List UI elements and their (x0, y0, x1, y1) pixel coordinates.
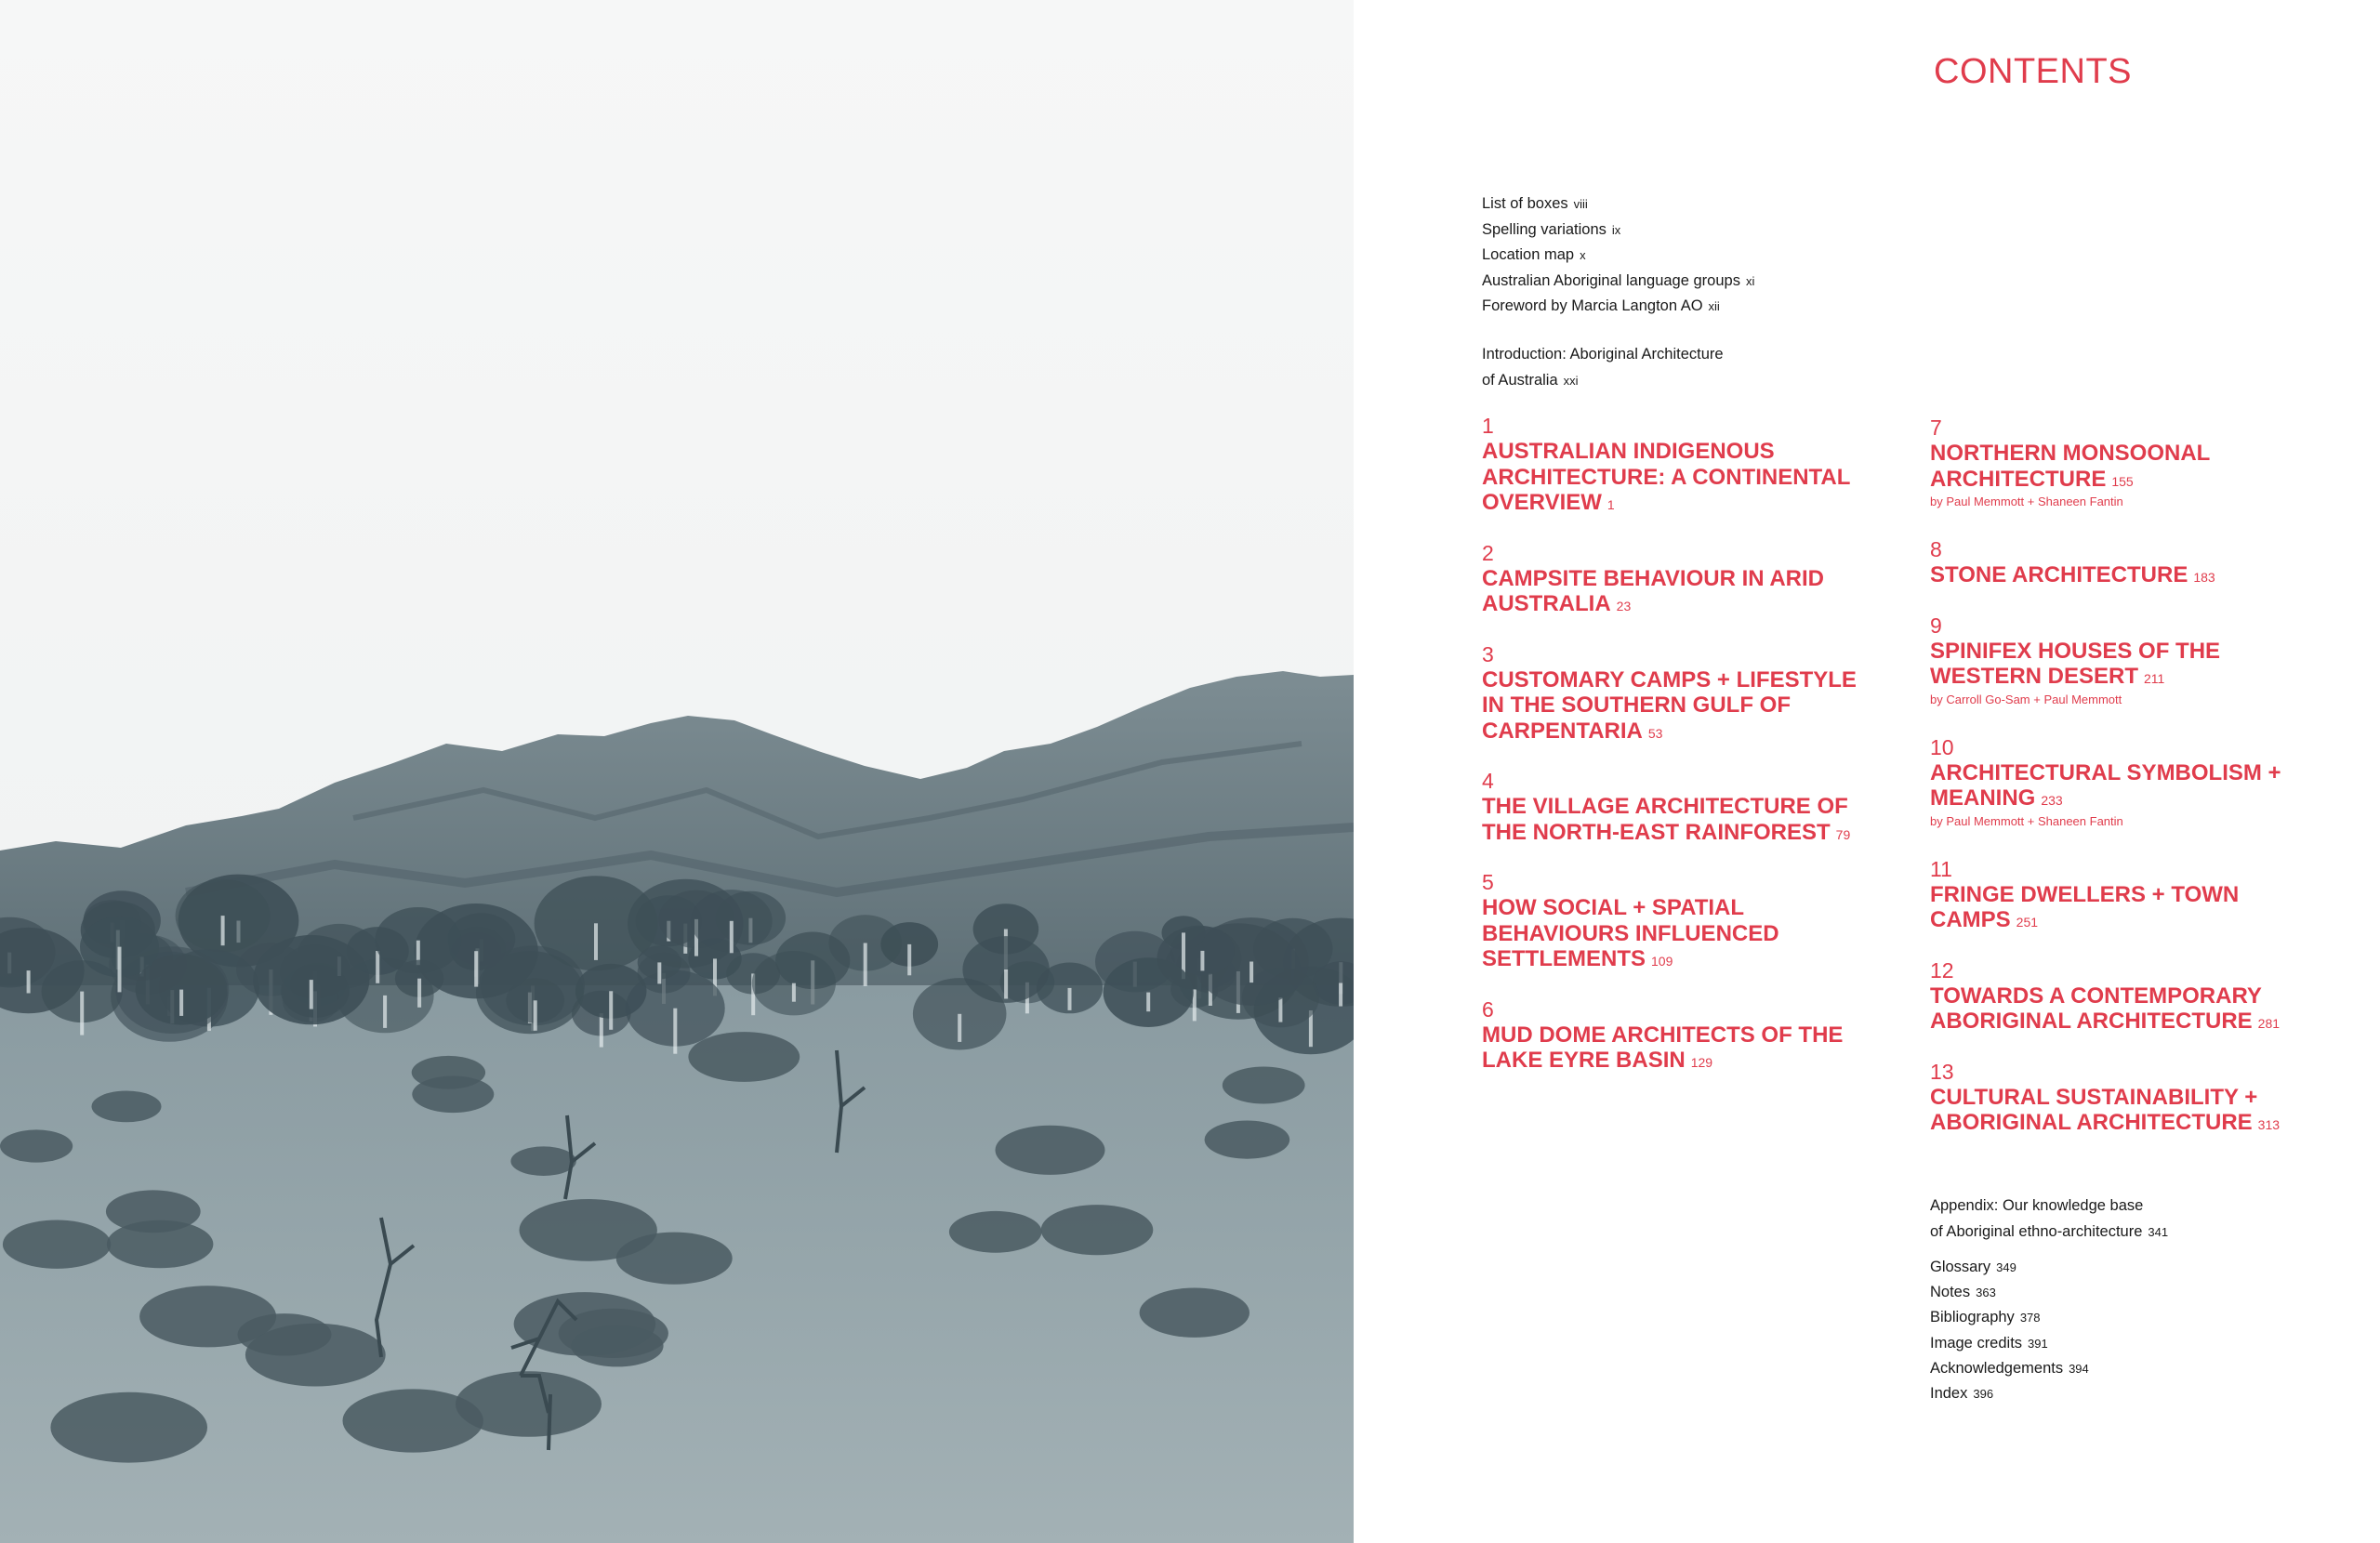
mound (1205, 1121, 1290, 1159)
back-matter-item[interactable] (1930, 1280, 2089, 1305)
entry-label: Foreword by Marcia Langton AO (1482, 297, 1703, 314)
tree-trunk (221, 916, 225, 945)
tree-trunk (730, 921, 734, 954)
mound (510, 1146, 575, 1176)
chapter-number: 4 (1482, 769, 1494, 793)
chapter-title: TOWARDS A CONTEMPORARY ABORIGINAL ARCHITECTURE (1930, 983, 2262, 1034)
mound (688, 1032, 800, 1082)
mound (1041, 1205, 1154, 1255)
chapter-title: CUSTOMARY CAMPS + LIFESTYLE IN THE SOUTHERN GULF OF CARPENTARIA (1482, 666, 1857, 744)
chapter-title: FRINGE DWELLERS + TOWN CAMPS (1930, 881, 2240, 932)
mound (456, 1371, 602, 1437)
entry-page: 391 (2028, 1336, 2048, 1351)
tree-trunk (310, 980, 313, 1009)
mound (92, 1091, 162, 1123)
back-matter-item[interactable] (1930, 1305, 2089, 1330)
tree-trunk (80, 992, 84, 1035)
tree-trunk (657, 962, 661, 983)
mound (50, 1392, 207, 1463)
chapter-title: HOW SOCIAL + SPATIAL BEHAVIOURS INFLUENCED SETTLEMENTS (1482, 895, 1779, 971)
intro-line-2: of Australia (1482, 371, 1558, 389)
chapter-title: ARCHITECTURAL SYMBOLISM + MEANING (1930, 759, 2281, 811)
mound (1223, 1067, 1305, 1104)
tree-trunk (609, 991, 613, 1030)
back-matter-item[interactable] (1930, 1331, 2089, 1356)
entry-label: Notes (1930, 1284, 1971, 1301)
chapter-number: 12 (1930, 957, 1954, 983)
chapter-entry[interactable] (1482, 413, 1872, 516)
mound (996, 1126, 1105, 1175)
chapter-page: 53 (1647, 725, 1663, 741)
chapter-number: 1 (1482, 414, 1494, 438)
chapter-number: 11 (1930, 856, 1952, 881)
chapter-author: by Carroll Go-Sam + Paul Memmott (1930, 692, 2122, 706)
tree-trunk (417, 979, 421, 1008)
chapter-number: 8 (1930, 537, 1942, 561)
chapter-page: 129 (1690, 1055, 1713, 1070)
back-matter-list (1930, 1255, 2089, 1406)
tree-trunk (600, 1013, 603, 1048)
chapter-entry[interactable] (1930, 415, 2320, 512)
tree-trunk (958, 1014, 961, 1042)
chapter-entry[interactable] (1482, 996, 1872, 1074)
chapter-number: 5 (1482, 870, 1494, 894)
tree-trunk (118, 947, 122, 993)
chapter-title: SPINIFEX HOUSES OF THE WESTERN DESERT (1930, 638, 2221, 689)
front-matter-item[interactable] (1482, 243, 1754, 269)
tree-trunk (534, 1000, 537, 1031)
entry-label: Spelling variations (1482, 220, 1606, 238)
chapter-number: 9 (1930, 613, 1942, 638)
entry-page: 394 (2069, 1361, 2089, 1376)
tree-trunk (673, 1009, 677, 1054)
mound (0, 1129, 73, 1162)
mound (412, 1076, 494, 1114)
chapter-title: STONE ARCHITECTURE (1930, 562, 2188, 587)
chapter-number: 13 (1930, 1059, 1954, 1084)
mound (238, 1313, 332, 1355)
entry-label: Australian Aboriginal language groups (1482, 271, 1740, 289)
chapter-title: CAMPSITE BEHAVIOUR IN ARID AUSTRALIA (1482, 565, 1825, 616)
mound (520, 1199, 657, 1261)
chapter-page: 233 (2041, 793, 2063, 808)
chapter-page: 109 (1651, 954, 1673, 969)
front-matter-item[interactable] (1482, 218, 1754, 244)
entry-page: 349 (1996, 1260, 2016, 1274)
mound (1140, 1288, 1250, 1338)
chapter-page: 1 (1606, 497, 1615, 512)
back-matter-item[interactable] (1930, 1381, 2089, 1406)
entry-page: viii (1573, 197, 1588, 211)
tree-trunk (1339, 983, 1342, 1007)
chapter-number: 7 (1930, 415, 1942, 440)
tree-trunk (594, 923, 598, 960)
tree-trunk (1004, 969, 1008, 999)
tree-trunk (179, 990, 183, 1016)
chapter-entry[interactable] (1482, 869, 1872, 972)
entry-page: x (1580, 248, 1586, 262)
entry-page: 363 (1976, 1286, 1996, 1300)
front-matter-item[interactable] (1482, 269, 1754, 295)
tree-trunk (907, 944, 911, 975)
chapter-title: NORTHERN MONSOONAL ARCHITECTURE (1930, 441, 2210, 492)
chapters-column-right (1930, 415, 2339, 1160)
chapter-number: 6 (1482, 996, 1494, 1022)
back-matter-item[interactable] (1930, 1255, 2089, 1280)
entry-page: ix (1611, 222, 1621, 237)
chapter-entry[interactable] (1930, 1059, 2320, 1136)
tree-trunk (792, 983, 796, 1002)
chapter-entry[interactable] (1482, 540, 1872, 617)
chapter-title: THE VILLAGE ARCHITECTURE OF THE NORTH-EAST RAINFOREST (1482, 794, 1848, 845)
appendix-line-1: Appendix: Our knowledge base (1930, 1197, 2144, 1214)
chapter-page: 183 (2193, 570, 2215, 585)
chapter-author: by Paul Memmott + Shaneen Fantin (1930, 813, 2123, 828)
tree-trunk (1068, 988, 1072, 1010)
entry-page: 378 (2019, 1311, 2041, 1325)
entry-page: xi (1745, 273, 1755, 288)
tree-trunk (1250, 962, 1253, 983)
tree-trunk (864, 943, 867, 986)
entry-label: Glossary (1930, 1259, 1991, 1275)
entry-label: Index (1930, 1385, 1968, 1403)
chapter-entry[interactable] (1930, 856, 2320, 933)
chapter-author: by Paul Memmott + Shaneen Fantin (1930, 495, 2123, 508)
entry-label: List of boxes (1482, 195, 1568, 212)
mound (3, 1220, 111, 1269)
tree-trunk (474, 951, 478, 986)
chapter-number: 2 (1482, 540, 1494, 565)
appendix-page: 341 (2148, 1224, 2169, 1239)
chapter-page: 211 (2144, 671, 2165, 686)
entry-label: Bibliography (1930, 1309, 2015, 1326)
tree-trunk (376, 951, 379, 983)
chapter-entry[interactable] (1930, 957, 2320, 1035)
entry-label: Location map (1482, 246, 1575, 263)
front-matter-list (1482, 191, 1754, 320)
chapter-title: MUD DOME ARCHITECTS OF THE LAKE EYRE BASIN (1482, 1022, 1844, 1073)
introduction-entry[interactable] (1482, 342, 1724, 393)
chapter-page: 79 (1835, 826, 1851, 842)
chapter-page: 155 (2111, 473, 2134, 489)
entry-label: Acknowledgements (1930, 1359, 2064, 1377)
chapter-entry[interactable] (1930, 734, 2320, 832)
tree-trunk (1200, 951, 1204, 971)
appendix-line-2: of Aboriginal ethno-architecture (1930, 1222, 2143, 1240)
chapter-number: 3 (1482, 641, 1494, 666)
chapter-title: CULTURAL SUSTAINABILITY + ABORIGINAL ARCHITECTURE (1930, 1084, 2258, 1135)
chapter-page: 281 (2257, 1016, 2281, 1031)
entry-page: xii (1708, 299, 1720, 313)
contents-heading: CONTENTS (1934, 52, 2132, 91)
entry-label: Image credits (1930, 1334, 2023, 1352)
back-matter-item[interactable] (1930, 1356, 2089, 1381)
chapter-number: 10 (1930, 734, 1954, 759)
chapter-entry[interactable] (1482, 768, 1872, 845)
chapter-title: AUSTRALIAN INDIGENOUS ARCHITECTURE: A CONTINENTAL OVERVIEW (1482, 439, 1850, 515)
entry-page: 396 (1973, 1387, 1994, 1402)
front-matter-item[interactable] (1482, 294, 1754, 320)
chapter-page: 251 (2016, 915, 2039, 930)
front-matter-item[interactable] (1482, 191, 1754, 218)
appendix-entry[interactable] (1930, 1194, 2168, 1245)
intro-page: xxi (1563, 373, 1579, 388)
chapter-entry[interactable] (1482, 641, 1872, 745)
tree-trunk (1278, 997, 1282, 1022)
chapter-page: 23 (1616, 599, 1632, 613)
mound (949, 1211, 1042, 1253)
tree-trunk (383, 996, 387, 1028)
intro-line-1: Introduction: Aboriginal Architecture (1482, 346, 1724, 363)
chapter-entry[interactable] (1930, 536, 2320, 588)
tree-trunk (1146, 993, 1150, 1012)
chapter-page: 313 (2257, 1117, 2281, 1132)
mound (107, 1220, 214, 1269)
chapters-column-left (1482, 413, 1891, 1098)
tree-trunk (27, 970, 31, 993)
chapter-entry[interactable] (1930, 613, 2320, 710)
